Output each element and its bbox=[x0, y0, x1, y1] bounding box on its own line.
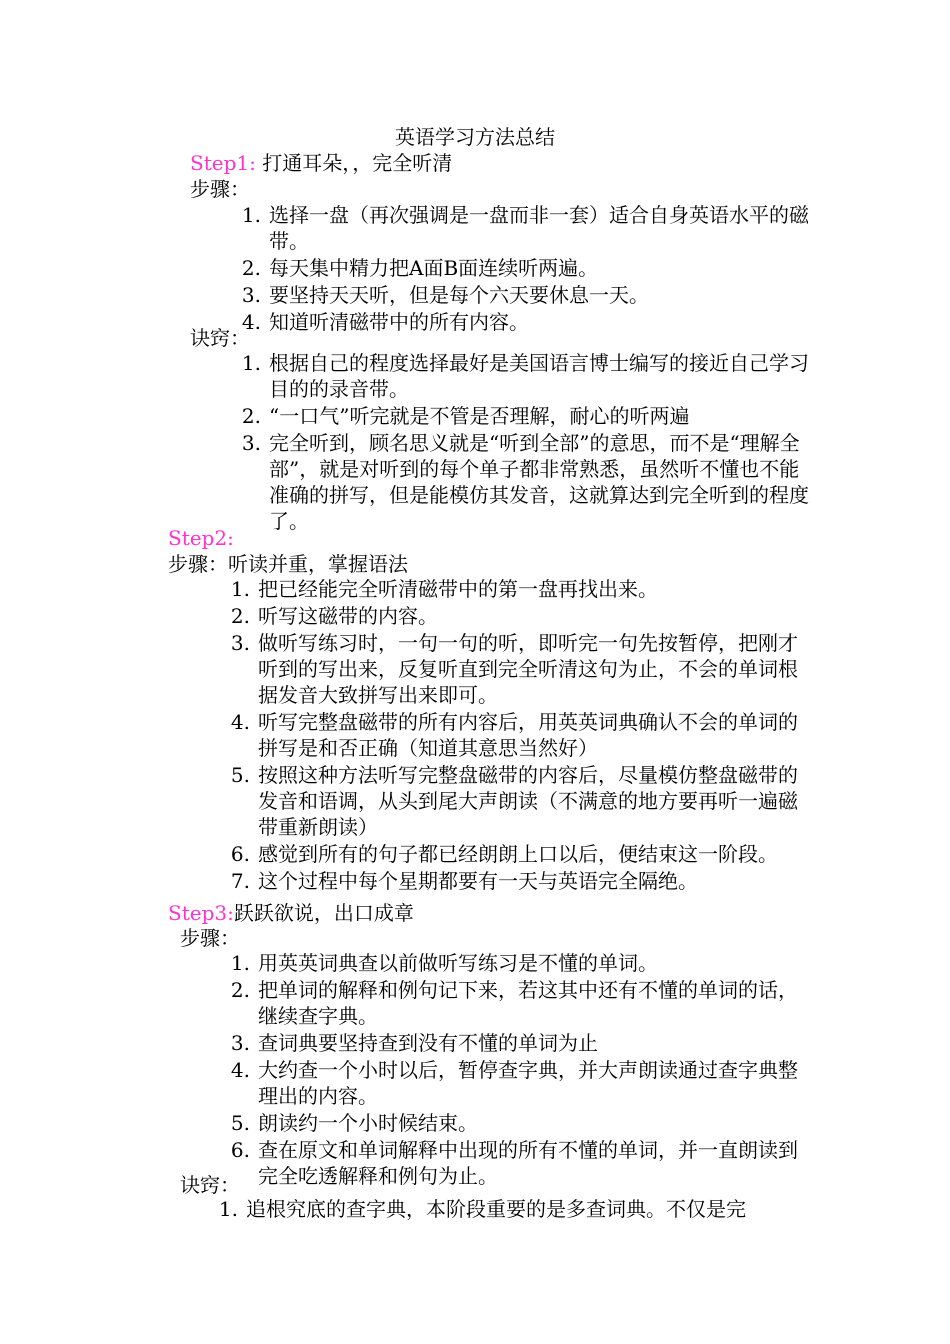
list-item-text: 完全听到，顾名思义就是“听到全部”的意思，而不是“理解全部”，就是对听到的每个单子都非常熟悉，虽然听不懂也不能准确的拼写，但是能模仿其发音，这就算达到完全听到的程度了。 bbox=[269, 431, 809, 533]
step1-heading bbox=[190, 150, 452, 176]
list-item-number: 2. bbox=[241, 404, 261, 428]
list-item bbox=[230, 709, 810, 761]
list-item bbox=[230, 841, 810, 867]
list-item bbox=[230, 868, 810, 894]
list-item bbox=[241, 309, 809, 335]
step2-label: Step2: bbox=[168, 526, 234, 550]
list-item-text: 朗读约一个小时候结束。 bbox=[258, 1111, 478, 1135]
step1-tips-label: 诀窍： bbox=[190, 326, 250, 350]
step1-label: Step1: bbox=[190, 151, 256, 175]
list-item-number: 1. bbox=[230, 577, 250, 601]
list-item bbox=[218, 1196, 811, 1222]
step1-steps-list bbox=[241, 202, 809, 336]
list-item-text: 这个过程中每个星期都要有一天与英语完全隔绝。 bbox=[258, 869, 698, 893]
list-item bbox=[241, 430, 809, 534]
step1-tips-list bbox=[241, 350, 809, 535]
document-title: 英语学习方法总结 bbox=[395, 125, 555, 149]
list-item-number: 4. bbox=[230, 1058, 250, 1082]
step1-heading-text: 打通耳朵，，完全听清 bbox=[255, 151, 453, 175]
step3-tips-list bbox=[218, 1196, 811, 1223]
list-item bbox=[241, 282, 809, 308]
step3-steps-list bbox=[230, 950, 810, 1190]
list-item-text: 每天集中精力把A面B面连续听两遍。 bbox=[269, 256, 599, 280]
list-item-text: 大约查一个小时以后，暂停查字典，并大声朗读通过查字典整理出的内容。 bbox=[258, 1058, 798, 1108]
list-item-number: 4. bbox=[241, 310, 261, 334]
list-item-text: 把单词的解释和例句记下来，若这其中还有不懂的单词的话，继续查字典。 bbox=[258, 978, 798, 1028]
step2-steps-label: 步骤：听读并重，掌握语法 bbox=[168, 552, 408, 576]
list-item bbox=[230, 1110, 810, 1136]
list-item bbox=[230, 576, 810, 602]
step1-steps-label: 步骤： bbox=[190, 177, 250, 201]
list-item-text: 听写这磁带的内容。 bbox=[258, 604, 438, 628]
list-item bbox=[230, 1057, 810, 1109]
list-item bbox=[241, 403, 809, 429]
step3-label: Step3: bbox=[168, 901, 234, 925]
list-item-number: 2. bbox=[230, 604, 250, 628]
step3-heading-text: 跃跃欲说，出口成章 bbox=[233, 901, 414, 925]
list-item bbox=[230, 1137, 810, 1189]
list-item-text: 做听写练习时，一句一句的听，即听完一句先按暂停，把刚才听到的写出来，反复听直到完全听清这句为止，不会的单词根据发音大致拼写出来即可。 bbox=[258, 631, 798, 707]
list-item-number: 5. bbox=[230, 763, 250, 787]
list-item bbox=[241, 202, 809, 254]
list-item-text: 按照这种方法听写完整盘磁带的内容后，尽量模仿整盘磁带的发音和语调，从头到尾大声朗读（不满意的地方要再听一遍磁带重新朗读） bbox=[258, 763, 798, 839]
list-item-number: 3. bbox=[230, 1031, 250, 1055]
list-item-number: 2. bbox=[230, 978, 250, 1002]
list-item bbox=[230, 630, 810, 708]
list-item-text: 追根究底的查字典，本阶段重要的是多查词典。不仅是完 bbox=[246, 1197, 746, 1221]
step3-steps-label: 步骤： bbox=[180, 926, 240, 950]
step2-steps-list bbox=[230, 576, 810, 895]
list-item-text: 感觉到所有的句子都已经朗朗上口以后，便结束这一阶段。 bbox=[258, 842, 778, 866]
step3-tips-label: 诀窍： bbox=[180, 1173, 240, 1197]
list-item-text: 根据自己的程度选择最好是美国语言博士编写的接近自己学习目的的录音带。 bbox=[269, 351, 809, 401]
list-item-number: 7. bbox=[230, 869, 250, 893]
list-item-number: 1. bbox=[241, 351, 261, 375]
list-item-text: 听写完整盘磁带的所有内容后，用英英词典确认不会的单词的拼写是和否正确（知道其意思当然好） bbox=[258, 710, 798, 760]
list-item-number: 1. bbox=[230, 951, 250, 975]
list-item-number: 5. bbox=[230, 1111, 250, 1135]
list-item bbox=[230, 977, 810, 1029]
list-item-number: 3. bbox=[230, 631, 250, 655]
list-item bbox=[241, 350, 809, 402]
list-item bbox=[230, 603, 810, 629]
list-item-number: 1. bbox=[218, 1197, 238, 1221]
list-item-text: 用英英词典查以前做听写练习是不懂的单词。 bbox=[258, 951, 658, 975]
list-item-text: 查词典要坚持查到没有不懂的单词为止 bbox=[258, 1031, 598, 1055]
list-item-number: 3. bbox=[241, 431, 261, 455]
list-item-text: 知道听清磁带中的所有内容。 bbox=[269, 310, 529, 334]
list-item-number: 2. bbox=[241, 256, 261, 280]
list-item-text: 要坚持天天听，但是每个六天要休息一天。 bbox=[269, 283, 649, 307]
list-item-text: “一口气”听完就是不管是否理解，耐心的听两遍 bbox=[269, 404, 690, 428]
list-item bbox=[230, 1030, 810, 1056]
step3-heading bbox=[168, 900, 414, 926]
list-item-number: 1. bbox=[241, 203, 261, 227]
list-item bbox=[241, 255, 809, 281]
list-item-number: 6. bbox=[230, 1138, 250, 1162]
list-item bbox=[230, 950, 810, 976]
list-item-text: 选择一盘（再次强调是一盘而非一套）适合自身英语水平的磁带。 bbox=[269, 203, 809, 253]
list-item-number: 4. bbox=[230, 710, 250, 734]
list-item-text: 把已经能完全听清磁带中的第一盘再找出来。 bbox=[258, 577, 658, 601]
list-item-text: 查在原文和单词解释中出现的所有不懂的单词，并一直朗读到完全吃透解释和例句为止。 bbox=[258, 1138, 798, 1188]
list-item bbox=[230, 762, 810, 840]
list-item-number: 3. bbox=[241, 283, 261, 307]
list-item-number: 6. bbox=[230, 842, 250, 866]
